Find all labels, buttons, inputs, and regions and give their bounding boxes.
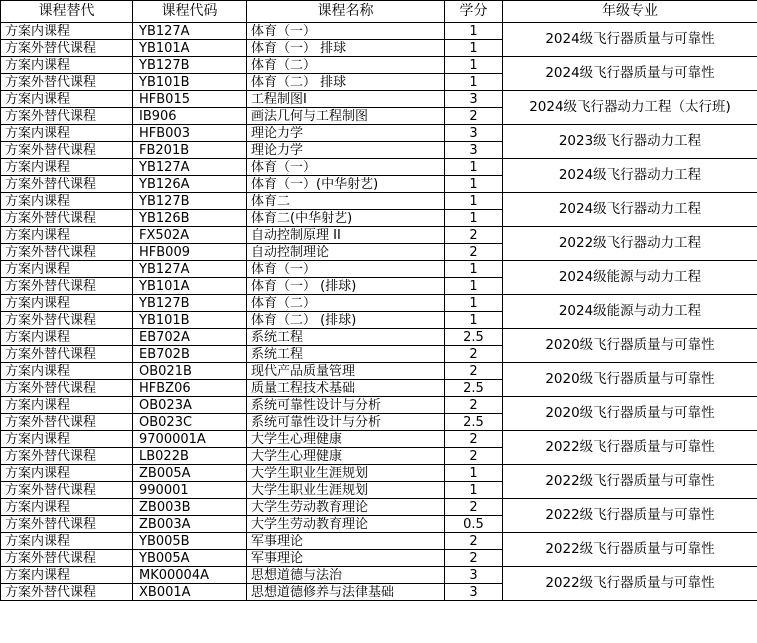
course-name-cell[interactable]: 体育（一） (排球) (247, 278, 445, 295)
course-name-cell[interactable]: 系统工程 (247, 346, 445, 363)
course-name-cell[interactable]: 大学生劳动教育理论 (247, 499, 445, 516)
credits-cell[interactable]: 2 (445, 448, 503, 465)
grade-major-cell[interactable]: 2022级飞行器质量与可靠性 (503, 431, 757, 465)
grade-major-cell[interactable]: 2020级飞行器质量与可靠性 (503, 397, 757, 431)
substitution-cell[interactable]: 方案内课程 (1, 567, 133, 584)
credits-cell[interactable]: 1 (445, 23, 503, 40)
course-name-cell[interactable]: 体育二 (247, 193, 445, 210)
course-name-cell[interactable]: 工程制图I (247, 91, 445, 108)
table-row (1, 499, 757, 516)
course-code-cell[interactable]: ZB003A (133, 516, 247, 533)
credits-cell[interactable]: 3 (445, 91, 503, 108)
substitution-cell[interactable]: 方案外替代课程 (1, 74, 133, 91)
course-code-cell[interactable]: YB127B (133, 295, 247, 312)
table-row (1, 125, 757, 142)
credits-cell[interactable]: 1 (445, 482, 503, 499)
credits-cell[interactable]: 2 (445, 499, 503, 516)
grade-major-cell[interactable]: 2024级飞行器质量与可靠性 (503, 23, 757, 57)
table-row (1, 431, 757, 448)
credits-cell[interactable]: 1 (445, 278, 503, 295)
course-code-cell[interactable]: YB126A (133, 176, 247, 193)
grade-major-cell[interactable]: 2024级飞行器质量与可靠性 (503, 57, 757, 91)
course-code-cell[interactable]: OB021B (133, 363, 247, 380)
substitution-cell[interactable]: 方案外替代课程 (1, 414, 133, 431)
course-name-cell[interactable]: 现代产品质量管理 (247, 363, 445, 380)
course-code-cell[interactable]: 990001 (133, 482, 247, 499)
course-code-cell[interactable]: EB702B (133, 346, 247, 363)
course-name-cell[interactable]: 思想道德修养与法律基础 (247, 584, 445, 601)
credits-cell[interactable]: 2 (445, 363, 503, 380)
table-row (1, 567, 757, 584)
substitution-cell[interactable]: 方案外替代课程 (1, 210, 133, 227)
credits-cell[interactable]: 1 (445, 210, 503, 227)
course-code-cell[interactable]: 9700001A (133, 431, 247, 448)
credits-cell[interactable]: 1 (445, 312, 503, 329)
substitution-cell[interactable]: 方案外替代课程 (1, 346, 133, 363)
credits-cell[interactable]: 2 (445, 346, 503, 363)
header-substitution[interactable]: 课程替代 (1, 1, 133, 23)
substitution-cell[interactable]: 方案内课程 (1, 125, 133, 142)
substitution-cell[interactable]: 方案内课程 (1, 91, 133, 108)
header-course-name[interactable]: 课程名称 (247, 1, 445, 23)
course-code-cell[interactable]: YB127B (133, 57, 247, 74)
course-code-cell[interactable]: MK00004A (133, 567, 247, 584)
substitution-cell[interactable]: 方案内课程 (1, 363, 133, 380)
grade-major-cell[interactable]: 2024级飞行器动力工程 (503, 193, 757, 227)
grade-major-cell[interactable]: 2022级飞行器质量与可靠性 (503, 567, 757, 601)
course-code-cell[interactable]: ZB003B (133, 499, 247, 516)
course-code-cell[interactable]: OB023A (133, 397, 247, 414)
course-name-cell[interactable]: 体育（一） 排球 (247, 40, 445, 57)
course-code-cell[interactable]: FB201B (133, 142, 247, 159)
credits-cell[interactable]: 2.5 (445, 414, 503, 431)
course-name-cell[interactable]: 质量工程技术基础 (247, 380, 445, 397)
substitution-cell[interactable]: 方案内课程 (1, 159, 133, 176)
header-row (1, 1, 757, 23)
course-name-cell[interactable]: 大学生心理健康 (247, 431, 445, 448)
table-row (1, 329, 757, 346)
substitution-cell[interactable]: 方案内课程 (1, 57, 133, 74)
credits-cell[interactable]: 1 (445, 261, 503, 278)
course-code-cell[interactable]: HFB003 (133, 125, 247, 142)
credits-cell[interactable]: 1 (445, 159, 503, 176)
course-name-cell[interactable]: 体育（二） (247, 57, 445, 74)
grade-major-cell[interactable]: 2024级能源与动力工程 (503, 295, 757, 329)
substitution-cell[interactable]: 方案外替代课程 (1, 176, 133, 193)
course-code-cell[interactable]: YB126B (133, 210, 247, 227)
course-name-cell[interactable]: 体育（一） (247, 23, 445, 40)
substitution-cell[interactable]: 方案外替代课程 (1, 584, 133, 601)
course-code-cell[interactable]: YB005B (133, 533, 247, 550)
grade-major-cell[interactable]: 2024级飞行器动力工程（太行班) (503, 91, 757, 125)
course-code-cell[interactable]: YB127A (133, 23, 247, 40)
substitution-cell[interactable]: 方案外替代课程 (1, 448, 133, 465)
course-code-cell[interactable]: YB101B (133, 74, 247, 91)
credits-cell[interactable]: 2 (445, 244, 503, 261)
header-credits[interactable]: 学分 (445, 1, 503, 23)
table-row (1, 159, 757, 176)
table-row (1, 533, 757, 550)
credits-cell[interactable]: 3 (445, 567, 503, 584)
credits-cell[interactable]: 1 (445, 57, 503, 74)
course-code-cell[interactable]: XB001A (133, 584, 247, 601)
credits-cell[interactable]: 2 (445, 227, 503, 244)
credits-cell[interactable]: 2.5 (445, 329, 503, 346)
course-name-cell[interactable]: 系统可靠性设计与分析 (247, 397, 445, 414)
substitution-cell[interactable]: 方案内课程 (1, 261, 133, 278)
grade-major-cell[interactable]: 2022级飞行器质量与可靠性 (503, 499, 757, 533)
substitution-cell[interactable]: 方案内课程 (1, 227, 133, 244)
credits-cell[interactable]: 1 (445, 40, 503, 57)
course-code-cell[interactable]: ZB005A (133, 465, 247, 482)
course-name-cell[interactable]: 体育（一）(中华射艺) (247, 176, 445, 193)
grade-major-cell[interactable]: 2020级飞行器质量与可靠性 (503, 363, 757, 397)
course-name-cell[interactable]: 体育（一） (247, 159, 445, 176)
course-name-cell[interactable]: 大学生心理健康 (247, 448, 445, 465)
credits-cell[interactable]: 1 (445, 176, 503, 193)
substitution-cell[interactable]: 方案内课程 (1, 329, 133, 346)
table-body (1, 23, 757, 601)
course-code-cell[interactable]: HFB015 (133, 91, 247, 108)
table-row (1, 261, 757, 278)
course-code-cell[interactable]: YB127A (133, 159, 247, 176)
table-row (1, 23, 757, 40)
course-code-cell[interactable]: HFBZ06 (133, 380, 247, 397)
course-name-cell[interactable]: 体育（二） (247, 295, 445, 312)
substitution-cell[interactable]: 方案外替代课程 (1, 40, 133, 57)
credits-cell[interactable]: 0.5 (445, 516, 503, 533)
credits-cell[interactable]: 2 (445, 533, 503, 550)
course-name-cell[interactable]: 体育二(中华射艺) (247, 210, 445, 227)
table-row (1, 227, 757, 244)
course-code-cell[interactable]: YB127A (133, 261, 247, 278)
table-row (1, 57, 757, 74)
credits-cell[interactable]: 1 (445, 193, 503, 210)
course-code-cell[interactable]: YB101A (133, 40, 247, 57)
course-code-cell[interactable]: OB023C (133, 414, 247, 431)
course-code-cell[interactable]: YB101A (133, 278, 247, 295)
grade-major-cell[interactable]: 2023级飞行器动力工程 (503, 125, 757, 159)
course-code-cell[interactable]: EB702A (133, 329, 247, 346)
course-name-cell[interactable]: 军事理论 (247, 550, 445, 567)
course-name-cell[interactable]: 体育（二） 排球 (247, 74, 445, 91)
course-name-cell[interactable]: 思想道德与法治 (247, 567, 445, 584)
grade-major-cell[interactable]: 2022级飞行器质量与可靠性 (503, 533, 757, 567)
substitution-cell[interactable]: 方案内课程 (1, 431, 133, 448)
credits-cell[interactable]: 2.5 (445, 380, 503, 397)
credits-cell[interactable]: 3 (445, 125, 503, 142)
credits-cell[interactable]: 2 (445, 397, 503, 414)
course-code-cell[interactable]: FX502A (133, 227, 247, 244)
course-name-cell[interactable]: 系统工程 (247, 329, 445, 346)
table-row (1, 397, 757, 414)
credits-cell[interactable]: 3 (445, 142, 503, 159)
course-name-cell[interactable]: 自动控制理论 (247, 244, 445, 261)
substitution-cell[interactable]: 方案内课程 (1, 397, 133, 414)
credits-cell[interactable]: 2 (445, 108, 503, 125)
credits-cell[interactable]: 2 (445, 431, 503, 448)
substitution-cell[interactable]: 方案内课程 (1, 295, 133, 312)
course-name-cell[interactable]: 理论力学 (247, 142, 445, 159)
substitution-cell[interactable]: 方案外替代课程 (1, 516, 133, 533)
grade-major-cell[interactable]: 2022级飞行器质量与可靠性 (503, 465, 757, 499)
substitution-cell[interactable]: 方案外替代课程 (1, 312, 133, 329)
course-name-cell[interactable]: 理论力学 (247, 125, 445, 142)
course-name-cell[interactable]: 体育（一） (247, 261, 445, 278)
course-code-cell[interactable]: IB906 (133, 108, 247, 125)
course-code-cell[interactable]: YB005A (133, 550, 247, 567)
substitution-cell[interactable]: 方案外替代课程 (1, 482, 133, 499)
substitution-cell[interactable]: 方案内课程 (1, 193, 133, 210)
course-name-cell[interactable]: 自动控制原理 II (247, 227, 445, 244)
table-row (1, 363, 757, 380)
course-code-cell[interactable]: LB022B (133, 448, 247, 465)
substitution-cell[interactable]: 方案内课程 (1, 23, 133, 40)
header-grade-major[interactable]: 年级专业 (503, 1, 757, 23)
course-name-cell[interactable]: 系统可靠性设计与分析 (247, 414, 445, 431)
substitution-cell[interactable]: 方案内课程 (1, 533, 133, 550)
credits-cell[interactable]: 1 (445, 295, 503, 312)
course-name-cell[interactable]: 大学生劳动教育理论 (247, 516, 445, 533)
substitution-cell[interactable]: 方案外替代课程 (1, 278, 133, 295)
course-name-cell[interactable]: 体育（二） (排球) (247, 312, 445, 329)
substitution-cell[interactable]: 方案外替代课程 (1, 142, 133, 159)
course-name-cell[interactable]: 画法几何与工程制图 (247, 108, 445, 125)
course-code-cell[interactable]: YB101B (133, 312, 247, 329)
substitution-cell[interactable]: 方案外替代课程 (1, 380, 133, 397)
table-row (1, 295, 757, 312)
substitution-cell[interactable]: 方案内课程 (1, 465, 133, 482)
header-course-code[interactable]: 课程代码 (133, 1, 247, 23)
table-row (1, 193, 757, 210)
substitution-cell[interactable]: 方案外替代课程 (1, 108, 133, 125)
substitution-cell[interactable]: 方案外替代课程 (1, 244, 133, 261)
course-name-cell[interactable]: 军事理论 (247, 533, 445, 550)
course-code-cell[interactable]: YB127B (133, 193, 247, 210)
credits-cell[interactable]: 3 (445, 584, 503, 601)
course-code-cell[interactable]: HFB009 (133, 244, 247, 261)
substitution-cell[interactable]: 方案外替代课程 (1, 550, 133, 567)
course-name-cell[interactable]: 大学生职业生涯规划 (247, 465, 445, 482)
grade-major-cell[interactable]: 2024级飞行器动力工程 (503, 159, 757, 193)
table-row (1, 91, 757, 108)
substitution-cell[interactable]: 方案内课程 (1, 499, 133, 516)
credits-cell[interactable]: 2 (445, 550, 503, 567)
credits-cell[interactable]: 1 (445, 465, 503, 482)
grade-major-cell[interactable]: 2022级飞行器动力工程 (503, 227, 757, 261)
table-row (1, 465, 757, 482)
grade-major-cell[interactable]: 2020级飞行器质量与可靠性 (503, 329, 757, 363)
course-name-cell[interactable]: 大学生职业生涯规划 (247, 482, 445, 499)
grade-major-cell[interactable]: 2024级能源与动力工程 (503, 261, 757, 295)
credits-cell[interactable]: 1 (445, 74, 503, 91)
